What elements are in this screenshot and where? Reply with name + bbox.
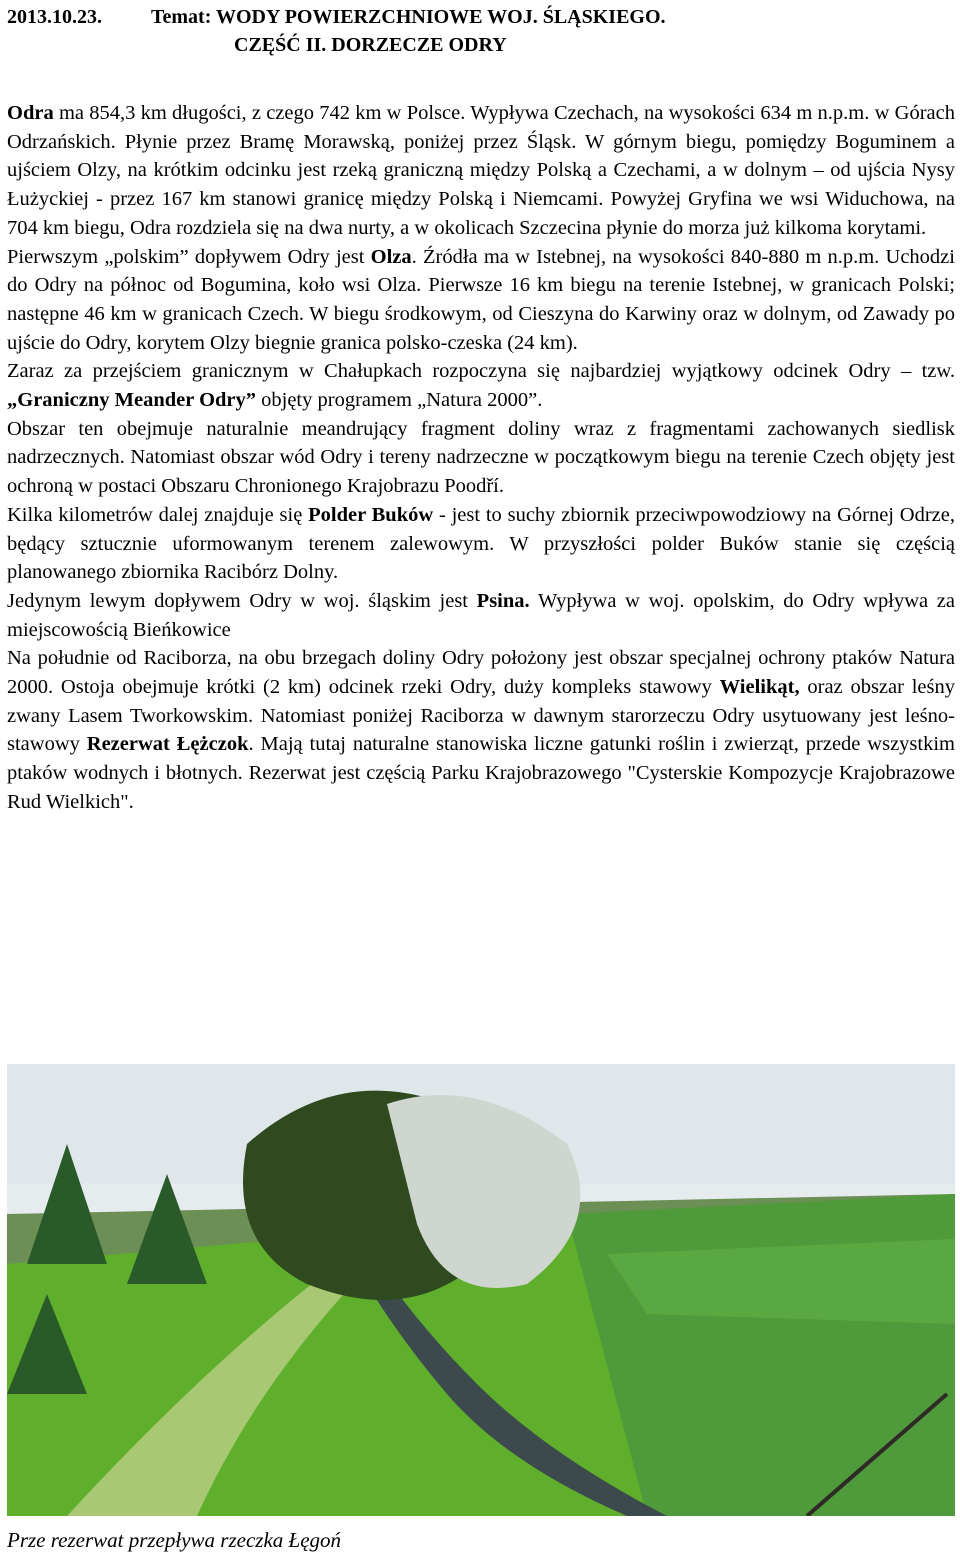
document-body <box>7 99 955 817</box>
landscape-photo <box>7 1064 955 1516</box>
paragraph-text: . Źródła ma w Istebnej, na wysokości 840-880 m n.p.m. Uchodzi do Odry na północ od Bogumina, koło wsi Olza. Pierwsze 16 km biegu na terenie Istebnej, w granicach Polski; następne 46 km w granicach Czech. W biegu środkowym, od Cieszyna do Karwiny oraz w dolnym, od Zawady po ujście do Odry, korytem Olzy biegnie granica polsko-czeska (24 km). <box>7 245 955 354</box>
paragraph-psina <box>7 587 955 644</box>
paragraph-text: . Mają tutaj naturalne stanowiska liczne gatunki roślin i zwierząt, przede wszystkim ptaków wodnych i błotnych. Rezerwat jest częścią Parku Krajobrazowego "Cysterskie Kompozycje Krajobrazowe Rud Wielkich". <box>7 733 955 813</box>
paragraph-text: Na południe od Raciborza, na obu brzegach doliny Odry położony jest obszar specjalnej ochrony ptaków Natura 2000. Ostoja obejmuje krótki (2 km) odcinek rzeki Odry, duży kompleks stawowy <box>7 647 955 699</box>
paragraph-text: Kilka kilometrów dalej znajduje się <box>7 503 309 526</box>
paragraph-obszar <box>7 415 955 501</box>
paragraph-text: Pierwszym „polskim” dopływem Odry jest <box>7 245 371 268</box>
landscape-photo-illustration <box>7 1064 955 1516</box>
paragraph-text: Jedynym lewym dopływem Odry w woj. śląskim jest <box>7 589 477 612</box>
paragraph-text: ma 854,3 km długości, z czego 742 km w Polsce. Wypływa Czechach, na wysokości 634 m n.p.m. w Górach Odrzańskich. Płynie przez Bramę Morawską, poniżej przez Śląsk. W górnym biegu, pomiędzy Boguminem a ujściem Olzy, na krótkim odcinku jest rzeką graniczną między Polską a Czechami, a w dolnym – od ujścia Nysy Łużyckiej - przez 167 km stanowi granicę między Polską i Niemcami. Powyżej Gryfina we wsi Widuchowa, na 704 km biegu, Odra rozdziela się na dwa nurty, a w okolicach Szczecina płynie do morza już kilkoma korytami. <box>7 102 955 239</box>
lesson-title: Temat: WODY POWIERZCHNIOWE WOJ. ŚLĄSKIEGO. <box>151 6 666 28</box>
photo-field-band <box>607 1239 955 1324</box>
paragraph-text: Wypływa w woj. opolskim, do Odry wpływa za miejscowością Bieńkowice <box>7 589 955 641</box>
term-graniczny-meander: „Graniczny Meander Odry” <box>7 389 257 412</box>
term-odra: Odra <box>7 102 54 124</box>
paragraph-natura <box>7 644 955 816</box>
term-polder-bukow: Polder Buków <box>308 503 434 526</box>
term-olza: Olza <box>370 245 412 268</box>
paragraph-text: - jest to suchy zbiornik przeciwpowodziowy na Górnej Odrze, będący sztucznie uformowanym terenem zalewowym. W przyszłości polder Buków stanie się częścią planowanego zbiornika Racibórz Dolny. <box>7 503 956 584</box>
term-rezerwat-lezczok: Rezerwat Łężczok <box>86 733 249 756</box>
paragraph-text: Zaraz za przejściem granicznym w Chałupkach rozpoczyna się najbardziej wyjątkowy odcinek Odry – tzw. <box>7 360 955 383</box>
paragraph-text: objęty programem „Natura 2000”. <box>256 389 543 412</box>
paragraph-meander <box>7 357 955 414</box>
term-wielikat: Wielikąt, <box>719 676 800 699</box>
paragraph-olza <box>7 243 955 358</box>
paragraph-polder <box>7 501 955 587</box>
term-psina: Psina. <box>476 589 530 612</box>
paragraph-text: oraz obszar leśny zwany Lasem Tworkowskim. Natomiast poniżej Raciborza w dawnym starorzeczu Odry usytuowany jest leśno-stawowy <box>7 676 955 756</box>
header-line-1 <box>7 3 947 31</box>
document-header <box>7 3 947 59</box>
lesson-date: 2013.10.23. <box>7 6 102 28</box>
paragraph-odra <box>7 99 955 243</box>
paragraph-text: Obszar ten obejmuje naturalnie meandrujący fragment doliny wraz z fragmentami zachowanych siedlisk nadrzecznych. Natomiast obszar wód Odry i tereny nadrzeczne w początkowym biegu na terenie Czech objęty jest ochroną w postaci Obszaru Chronionego Krajobrazu Poodří. <box>7 417 955 498</box>
photo-caption: Prze rezerwat przepływa rzeczka Łęgoń <box>7 1528 342 1552</box>
lesson-subtitle: CZĘŚĆ II. DORZECZE ODRY <box>234 34 507 56</box>
